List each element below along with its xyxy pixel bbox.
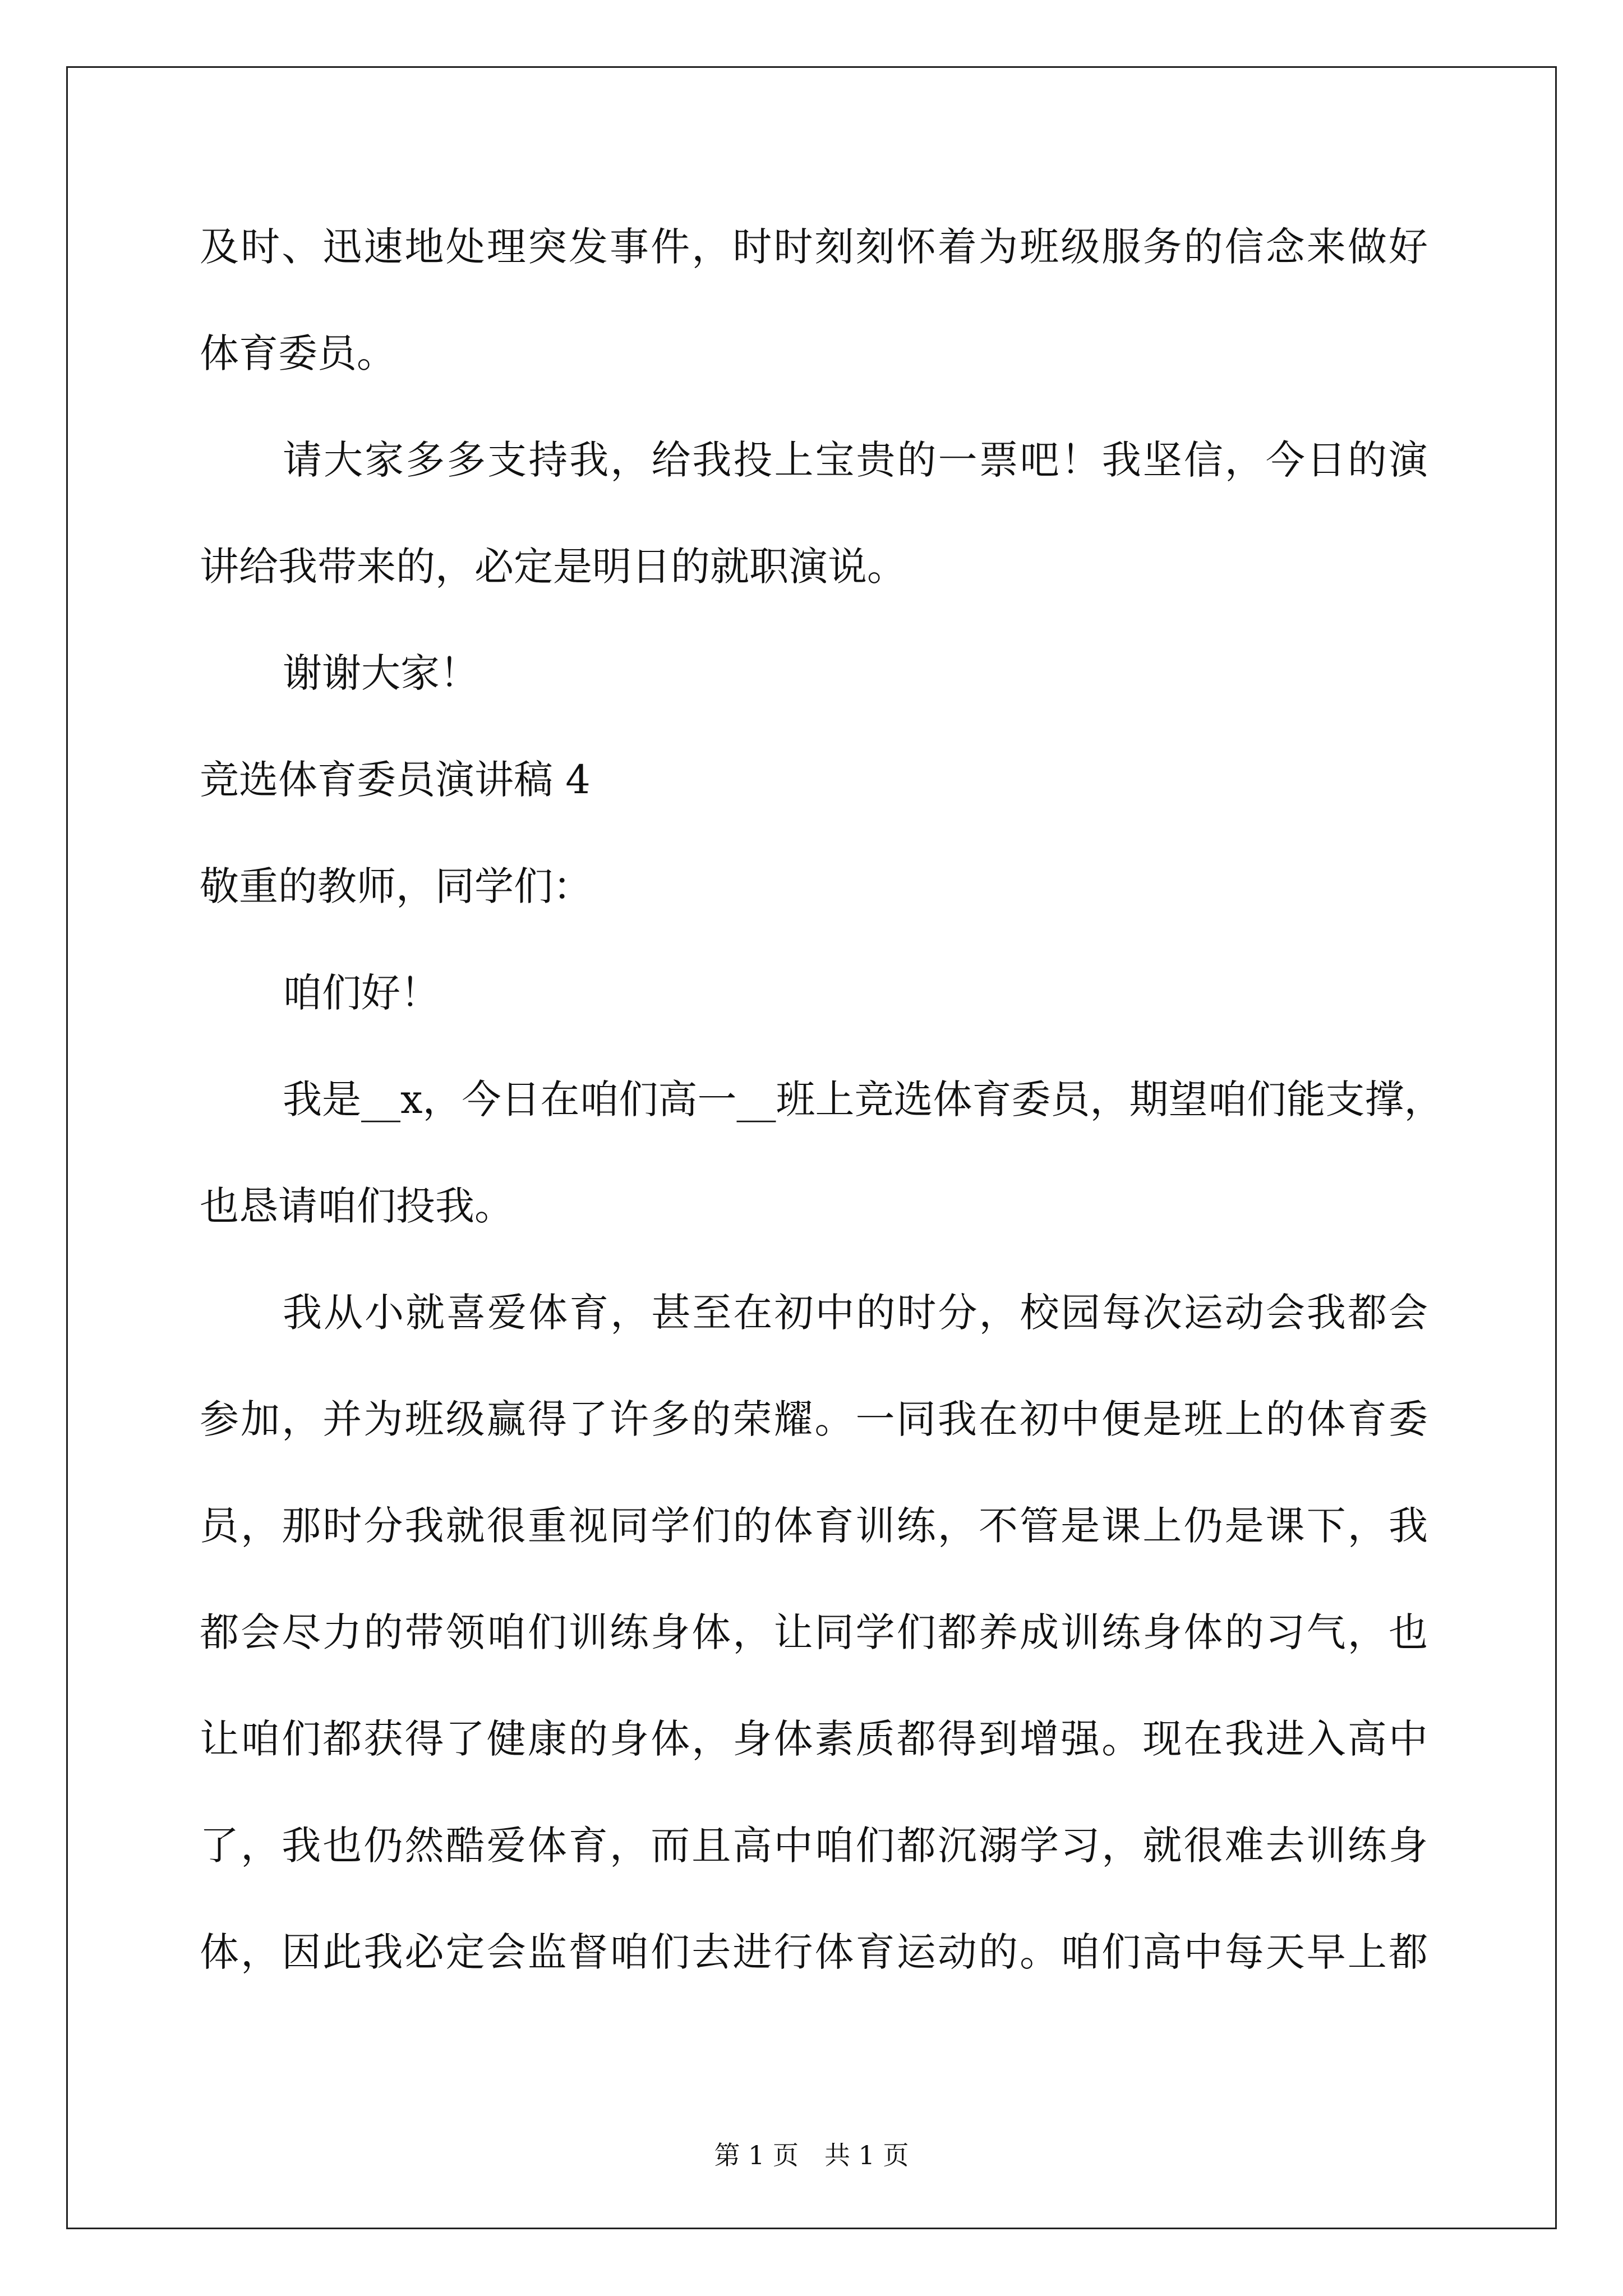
- paragraph-line: 也恳请咱们投我。: [200, 1183, 514, 1229]
- paragraph-line: 都会尽力的带领咱们训练身体，让同学们都养成训练身体的习气，也: [200, 1609, 1428, 1655]
- paragraph-line: 请大家多多支持我，给我投上宝贵的一票吧！我坚信，今日的演: [283, 437, 1428, 483]
- salutation: 敬重的教师，同学们：: [200, 863, 592, 909]
- paragraph-line: 体育委员。: [200, 330, 396, 376]
- paragraph-line: 我从小就喜爱体育，甚至在初中的时分，校园每次运动会我都会: [283, 1290, 1428, 1336]
- paragraph-line: 及时、迅速地处理突发事件，时时刻刻怀着为班级服务的信念来做好: [200, 224, 1428, 270]
- page-border: [66, 66, 1557, 2229]
- page-number-footer: 第 1 页 共 1 页: [714, 2140, 909, 2170]
- paragraph-line: 体，因此我必定会监督咱们去进行体育运动的。咱们高中每天早上都: [200, 1929, 1428, 1975]
- paragraph-line: 了，我也仍然酷爱体育，而且高中咱们都沉溺学习，就很难去训练身: [200, 1823, 1428, 1869]
- paragraph-line: 参加，并为班级赢得了许多的荣耀。一同我在初中便是班上的体育委: [200, 1396, 1428, 1442]
- paragraph-line: 员，那时分我就很重视同学们的体育训练，不管是课上仍是课下，我: [200, 1503, 1428, 1549]
- paragraph-line: 我是__x，今日在咱们高一__班上竞选体育委员，期望咱们能支撑，: [283, 1076, 1444, 1122]
- paragraph-line: 讲给我带来的，必定是明日的就职演说。: [200, 544, 906, 590]
- greeting: 咱们好！: [283, 970, 440, 1016]
- section-title: 竞选体育委员演讲稿 4: [200, 757, 591, 803]
- closing-line: 谢谢大家！: [283, 650, 479, 696]
- paragraph-line: 让咱们都获得了健康的身体，身体素质都得到增强。现在我进入高中: [200, 1716, 1428, 1762]
